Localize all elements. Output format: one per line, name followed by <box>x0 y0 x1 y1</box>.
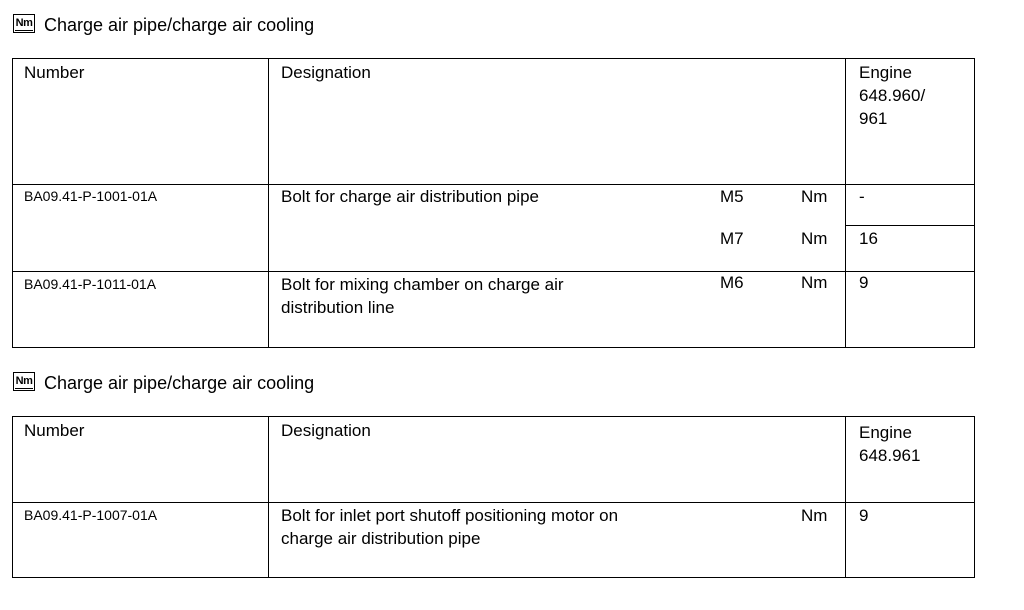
header-number: Number <box>24 421 85 440</box>
header-engine: Engine 648.961 <box>859 423 921 465</box>
torque-table-1 <box>12 58 975 348</box>
section2-title: Charge air pipe/charge air cooling <box>44 372 315 393</box>
row1b-value: 16 <box>859 229 878 248</box>
row1-unit: Nm <box>801 187 828 206</box>
row1-number: BA09.41-P-1007-01A <box>24 507 158 523</box>
row2-size: M6 <box>720 273 744 292</box>
row2-unit: Nm <box>801 273 828 292</box>
section2-heading <box>13 369 314 397</box>
row1-unit: Nm <box>801 506 828 525</box>
torque-nm-icon: Nm <box>13 372 35 391</box>
row1-designation: Bolt for inlet port shutoff positioning motor on charge air distribution pipe <box>281 506 619 548</box>
header-designation: Designation <box>281 421 371 440</box>
header-engine: Engine 648.960/ 961 <box>859 63 926 128</box>
header-designation: Designation <box>281 63 371 82</box>
torque-table-2 <box>12 416 975 578</box>
row1-value: 9 <box>859 506 869 525</box>
section1-title: Charge air pipe/charge air cooling <box>44 14 315 35</box>
torque-nm-icon: Nm <box>13 14 35 33</box>
row1-number: BA09.41-P-1001-01A <box>24 188 158 204</box>
row1b-unit: Nm <box>801 229 828 248</box>
row1-size: M5 <box>720 187 744 206</box>
section1-heading <box>13 11 314 39</box>
row1-designation: Bolt for charge air distribution pipe <box>281 187 539 206</box>
row2-number: BA09.41-P-1011-01A <box>24 276 157 292</box>
header-number: Number <box>24 63 85 82</box>
row1-value: - <box>859 187 865 206</box>
row2-value: 9 <box>859 273 869 292</box>
row2-designation: Bolt for mixing chamber on charge air distribution line <box>281 275 564 317</box>
row1b-size: M7 <box>720 229 744 248</box>
